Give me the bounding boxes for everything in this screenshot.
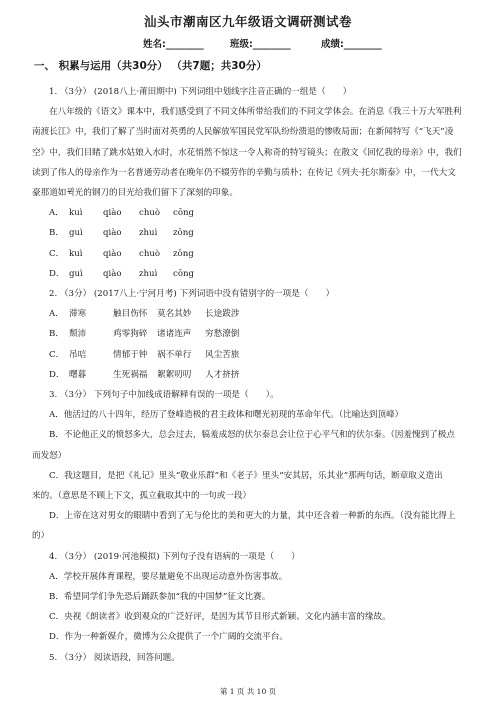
option-b: B． guì qiào zhuì zōng <box>49 228 194 239</box>
page-footer: 第 1 页 共 10 页 <box>219 687 277 696</box>
option-d: D．作为一种新媒介，微博为公众提供了一个广阔的交流平台。 <box>49 632 288 643</box>
option-c: C． kuì qiào chuò zōng <box>49 248 194 259</box>
name-field: 姓名:________ <box>143 39 204 50</box>
class-field: 班级:________ <box>230 39 291 50</box>
option-a: A．他活过的八十四年，经历了登峰造极的君主政体和曙光初现的革命年代。（比喻达到顶峰） <box>49 410 404 421</box>
option-a: A．学校开展体育课程，要尽量避免不出现运动意外伤害事故。 <box>49 571 288 582</box>
option-d: D． 曙暮 生死祸福 絮絮叨叨 人才挤挤 <box>49 369 240 380</box>
option-b: B．希望同学们争先恐后踊跃参加“我的中国梦”征文比赛。 <box>49 592 271 603</box>
option-b-cont: 而发怒） <box>32 450 67 461</box>
passage-line: 在八年级的《语文》课本中，我们感受到了不同文体所带给我们的不同文学体会。在消息《我三十万大军胜利 <box>49 107 462 118</box>
option-a: A． 滞寒 触目伤怀 莫名其妙 长途跋涉 <box>49 309 240 320</box>
option-b: B． 颓沛 鸡零狗碎 诸诸连声 穷愁潦倒 <box>49 329 240 340</box>
option-d: D． guì qiào zhuì cōng <box>49 268 195 279</box>
option-a: A． kuì qiào chuò cōng <box>49 208 195 219</box>
option-c: C．央视《朗读者》收到观众的广泛好评，是因为其节目形式新颖、文化内涵丰富的缘故。 <box>49 612 391 623</box>
passage-line: 读到了伟人的母亲作为一名普通劳动者在晚年仍不辍劳作的辛勤与质朴；在传记《列夫·托尔斯泰》中，一代大文 <box>32 167 456 178</box>
passage-line: 豪那道如뀍光的钢刀的目光给我们留下了深刻的印象。 <box>32 188 238 199</box>
option-c-cont: 来的。（意思是不顾上下文，孤立截取其中的一句或一段） <box>32 491 252 502</box>
option-c: C．我这题目，是把《礼记》里头“敬业乐群”和《老子》里头“安其居，乐其业”那两句话，断章取义造出 <box>49 470 443 481</box>
option-d: D．上帝在这对男女的眼睛中看到了无与伦比的美和更大的力量，其中还含着一种新的东西。（没有能比得上 <box>49 511 456 522</box>
option-c: C． 吊唁 情郁于钟 祸不单行 风尘苦旅 <box>49 349 240 360</box>
passage-line: 南渡长江》中，我们了解了当时面对英勇的人民解放军国民党军队纷纷溃退的惨败局面；在新闻特写《“飞天”凌 <box>32 127 454 138</box>
passage-line: 空》中，我们目睹了跳水姑娘入水时，水花悄然不惊这一令人称奇的特写镜头；在散文《回忆我的母亲》中，我们 <box>32 147 462 158</box>
page-title: 汕头市潮南区九年级语文调研测试卷 <box>143 14 352 29</box>
option-d-cont: 的） <box>32 531 50 542</box>
option-b: B．不论他正义的愤怒多大，总会过去，犒羞成怒的伏尔泰总会让位于心平气和的伏尔泰。（因羞愧到了极点 <box>49 430 455 441</box>
score-field: 成绩:________ <box>321 39 382 50</box>
question-2-stem: 2. （3分） (2017八上·宁河月考) 下列词语中没有错别字的一项是（ ） <box>49 289 335 300</box>
question-stem: 1. （3分） (2018八上·莆田期中) 下列词组中划线字注音正确的一组是（ ） <box>49 87 352 97</box>
question-3-stem: 3. （3分） 下列句子中加线成语解释有误的一项是（ ）。 <box>49 390 279 401</box>
question-5-stem: 5. （3分） 阅读语段，回答问题。 <box>49 652 180 663</box>
question-4-stem: 4. （3分） (2019·河池模拟) 下列句子没有语病的一项是（ ） <box>49 551 300 562</box>
section-heading: 一、 积累与运用（共30分） （共7题；共30分） <box>34 60 267 72</box>
question-1 <box>32 82 472 668</box>
